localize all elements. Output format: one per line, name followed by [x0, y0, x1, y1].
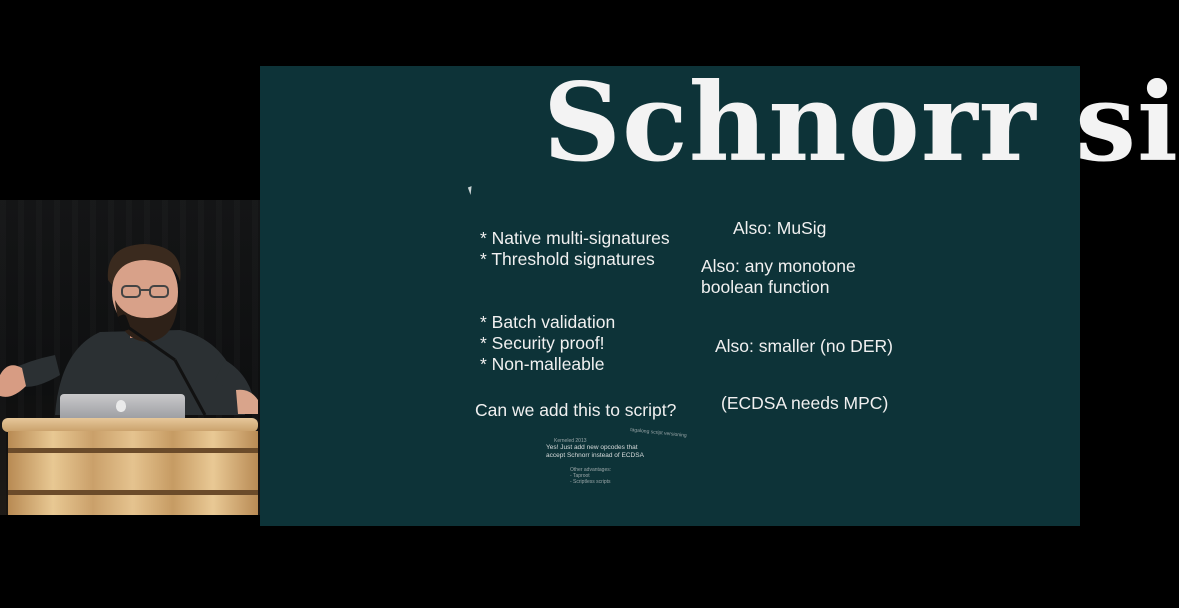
podium-band-upper — [8, 448, 258, 453]
small-rotated-note: tagalong script versioning — [629, 427, 687, 439]
podium — [0, 418, 260, 515]
small-answer-line1: Yes! Just add new opcodes that — [546, 444, 638, 451]
question-add-to-script: Can we add this to script? — [475, 400, 677, 420]
speaker-video — [0, 200, 260, 515]
small-answer-line2: accept Schnorr instead of ECDSA — [546, 452, 644, 459]
bullet-non-malleable: * Non-malleable — [480, 354, 605, 374]
podium-body — [8, 431, 258, 515]
bullet-native-multisig: * Native multi-signatures — [480, 228, 670, 248]
small-other-header: Other advantages: — [570, 467, 612, 473]
note-also-monotone-line2: boolean function — [701, 277, 830, 297]
apple-logo-icon — [116, 400, 126, 412]
podium-top — [2, 418, 258, 432]
note-also-monotone-line1: Also: any monotone — [701, 256, 856, 276]
bullet-security-proof: * Security proof! — [480, 333, 605, 353]
bullet-threshold-signatures: * Threshold signatures — [480, 249, 655, 269]
laptop — [60, 394, 185, 420]
note-also-smaller: Also: smaller (no DER) — [715, 336, 893, 356]
note-also-musig: Also: MuSig — [733, 218, 827, 238]
slide-title: Schnorr si — [543, 60, 1179, 186]
small-answer-header: Kerneled 2013 — [554, 438, 587, 444]
podium-band-lower — [8, 490, 258, 495]
mouse-cursor-icon — [468, 185, 477, 195]
bullet-batch-validation: * Batch validation — [480, 312, 616, 332]
note-ecdsa-needs-mpc: (ECDSA needs MPC) — [721, 393, 889, 413]
small-other-item1: - Taproot — [570, 473, 590, 479]
presentation-slide — [260, 60, 1179, 526]
small-other-item2: - Scriptless scripts — [570, 479, 611, 485]
